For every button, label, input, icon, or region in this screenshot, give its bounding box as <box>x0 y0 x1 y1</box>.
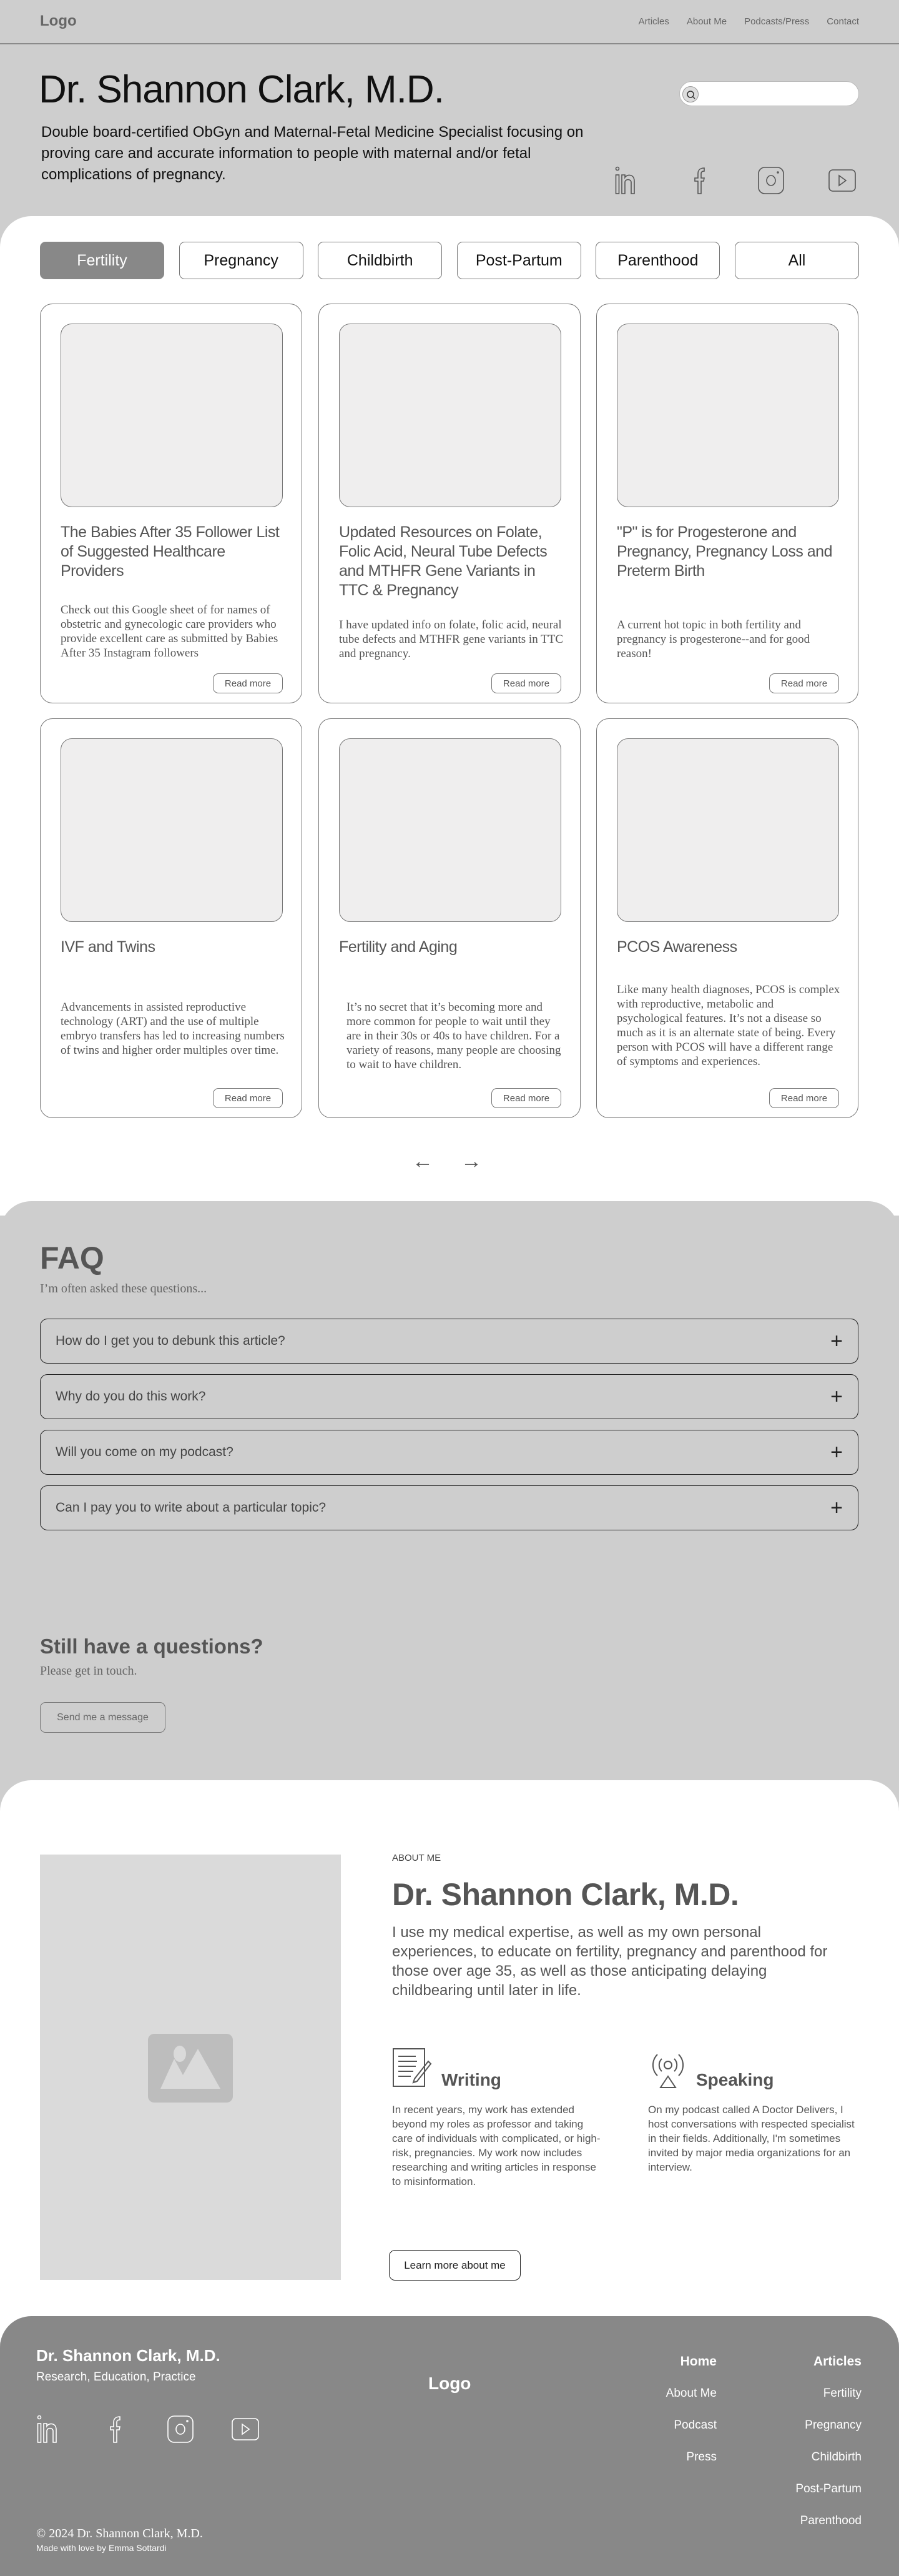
category-filters <box>40 242 859 279</box>
search-box[interactable] <box>679 81 859 106</box>
hero-subtitle: Double board-certified ObGyn and Maternal-Fetal Medicine Specialist focusing on proving care and accurate information to people with maternal and/or fetal complications of pregnancy. <box>41 124 584 183</box>
footer-link-articles[interactable]: Articles <box>813 2354 862 2369</box>
footer-link-parenthood[interactable]: Parenthood <box>800 2514 862 2527</box>
hero-title: Dr. Shannon Clark, M.D. <box>39 68 444 111</box>
instagram-icon[interactable] <box>757 166 785 195</box>
footer-link-home[interactable]: Home <box>680 2354 717 2369</box>
article-excerpt: It’s no secret that it’s becoming more and more common for people to wait until they are in their 30s or 40s to have children. For a variety of reasons, many people are choosing to wait to have children. <box>346 1001 561 1071</box>
footer-link-fertility[interactable]: Fertility <box>823 2387 862 2400</box>
article-card <box>596 718 858 1118</box>
youtube-icon[interactable] <box>231 2415 260 2444</box>
search-input[interactable] <box>702 86 852 103</box>
article-image[interactable] <box>339 324 561 507</box>
about-label: ABOUT ME <box>392 1853 441 1863</box>
faq-question: Why do you do this work? <box>56 1389 206 1404</box>
article-excerpt: I have updated info on folate, folic acid, neural tube defects and MTHFR gene variants in TTC and pregnancy. <box>339 618 563 660</box>
read-more-button[interactable]: Read more <box>213 673 283 693</box>
article-card <box>40 718 302 1118</box>
footer-copyright: © 2024 Dr. Shannon Clark, M.D. <box>36 2527 203 2540</box>
article-excerpt: A current hot topic in both fertility and pregnancy is progesterone--and for good reason! <box>617 618 810 660</box>
footer-tagline: Research, Education, Practice <box>36 2370 196 2384</box>
nav-contact[interactable]: Contact <box>827 16 859 27</box>
arrow-left-icon[interactable]: ← <box>412 1149 433 1173</box>
linkedin-icon[interactable] <box>36 2415 65 2444</box>
logo[interactable]: Logo <box>40 12 77 29</box>
footer-link-post-partum[interactable]: Post-Partum <box>795 2482 862 2495</box>
plus-icon[interactable]: + <box>830 1329 843 1353</box>
instagram-icon[interactable] <box>166 2415 195 2444</box>
plus-icon[interactable]: + <box>830 1384 843 1409</box>
about-image-placeholder <box>40 1855 341 2280</box>
article-excerpt: Advancements in assisted reproductive technology (ART) and the use of multiple embryo transfers has led to increasing numbers of twins and higher order multiples over time. <box>61 1001 285 1057</box>
read-more-button[interactable]: Read more <box>491 673 561 693</box>
article-card <box>596 304 858 703</box>
send-message-button[interactable]: Send me a message <box>40 1702 165 1733</box>
filter-parenthood[interactable]: Parenthood <box>596 242 720 279</box>
article-image[interactable] <box>61 738 283 922</box>
broadcast-icon <box>648 2051 688 2094</box>
nav-podcasts-press[interactable]: Podcasts/Press <box>744 16 810 27</box>
footer-nav-main <box>666 2355 717 2464</box>
linkedin-icon[interactable] <box>614 166 643 195</box>
writing-icon <box>392 2048 432 2091</box>
arrow-right-icon[interactable]: → <box>461 1149 482 1173</box>
article-title[interactable]: Updated Resources on Folate, Folic Acid, Neural Tube Defects and MTHFR Gene Variants in TTC & Pregnancy <box>339 523 548 599</box>
article-image[interactable] <box>617 738 839 922</box>
faq-question: Can I pay you to write about a particular topic? <box>56 1500 327 1515</box>
pagination <box>412 1149 482 1174</box>
footer-link-podcast[interactable]: Podcast <box>674 2419 717 2432</box>
article-title[interactable]: The Babies After 35 Follower List of Suggested Healthcare Providers <box>61 523 280 580</box>
learn-more-button[interactable]: Learn more about me <box>389 2250 521 2281</box>
article-image[interactable] <box>61 324 283 507</box>
main-nav <box>639 16 859 27</box>
faq-item[interactable] <box>40 1485 858 1530</box>
nav-about-me[interactable]: About Me <box>686 16 727 27</box>
faq-question: Will you come on my podcast? <box>56 1445 233 1459</box>
article-title[interactable]: PCOS Awareness <box>617 938 737 956</box>
footer-credit: Made with love by Emma Sottardi <box>36 2543 167 2553</box>
read-more-button[interactable]: Read more <box>213 1088 283 1108</box>
article-card <box>318 718 581 1118</box>
footer-link-pregnancy[interactable]: Pregnancy <box>805 2419 862 2432</box>
read-more-button[interactable]: Read more <box>769 1088 839 1108</box>
filter-childbirth[interactable]: Childbirth <box>318 242 442 279</box>
article-image[interactable] <box>339 738 561 922</box>
speaking-text: On my podcast called A Doctor Delivers, I host conversations with respected specialist in their fields. Additionally, I'm sometimes invited by major media organizations for an interview. <box>648 2104 855 2173</box>
footer-link-childbirth[interactable]: Childbirth <box>811 2450 862 2464</box>
faq-title: FAQ <box>40 1241 104 1276</box>
article-title[interactable]: Fertility and Aging <box>339 938 458 956</box>
article-title[interactable]: "P" is for Progesterone and Pregnancy, Pregnancy Loss and Preterm Birth <box>617 523 832 580</box>
faq-item[interactable] <box>40 1430 858 1475</box>
search-icon[interactable] <box>682 86 699 102</box>
facebook-icon[interactable] <box>101 2415 130 2444</box>
article-title[interactable]: IVF and Twins <box>61 938 155 956</box>
about-title: Dr. Shannon Clark, M.D. <box>392 1877 739 1912</box>
filter-post-partum[interactable]: Post-Partum <box>457 242 581 279</box>
speaking-label: Speaking <box>696 2070 774 2089</box>
article-card <box>40 304 302 703</box>
article-excerpt: Like many health diagnoses, PCOS is complex with reproductive, metabolic and psychological features. It’s not a disease so much as it is an alternate state of being. Every person with PCOS will have a different range of symptoms and experiences. <box>617 983 840 1068</box>
filter-pregnancy[interactable]: Pregnancy <box>179 242 303 279</box>
footer-link-press[interactable]: Press <box>686 2450 717 2464</box>
contact-subtitle: Please get in touch. <box>40 1664 137 1678</box>
about-text: I use my medical expertise, as well as my own personal experiences, to educate on fertility, pregnancy and parenthood for those over age 35, as well as those anticipating delaying childbearing until later in life. <box>392 1924 828 1999</box>
filter-fertility[interactable]: Fertility <box>40 242 164 279</box>
read-more-button[interactable]: Read more <box>769 673 839 693</box>
contact-heading: Still have a questions? <box>40 1635 263 1658</box>
image-icon <box>148 2034 233 2103</box>
article-card <box>318 304 581 703</box>
footer-name: Dr. Shannon Clark, M.D. <box>36 2346 220 2365</box>
facebook-icon[interactable] <box>685 166 714 195</box>
article-excerpt: Check out this Google sheet of for names of obstetric and gynecologic care providers who provide excellent care as submitted by Babies After 35 Instagram followers <box>61 603 278 660</box>
footer-social-links <box>36 2415 260 2444</box>
youtube-icon[interactable] <box>828 166 857 195</box>
hero-social-links <box>614 166 857 195</box>
plus-icon[interactable]: + <box>830 1495 843 1520</box>
writing-text: In recent years, my work has extended beyond my roles as professor and taking care of individuals with complicated, or high-risk, pregnancies. My work now includes researching and writing articles in response to misinformation. <box>392 2104 601 2187</box>
faq-item[interactable] <box>40 1319 858 1364</box>
article-image[interactable] <box>617 324 839 507</box>
filter-all[interactable]: All <box>735 242 859 279</box>
footer-nav-articles <box>795 2355 862 2528</box>
faq-item[interactable] <box>40 1374 858 1419</box>
faq-subtitle: I’m often asked these questions... <box>40 1282 207 1295</box>
writing-label: Writing <box>441 2070 501 2089</box>
read-more-button[interactable]: Read more <box>491 1088 561 1108</box>
nav-articles[interactable]: Articles <box>638 16 669 27</box>
faq-question: How do I get you to debunk this article? <box>56 1334 285 1348</box>
plus-icon[interactable]: + <box>830 1440 843 1464</box>
footer-logo[interactable]: Logo <box>428 2374 471 2393</box>
footer-link-about-me[interactable]: About Me <box>666 2387 717 2400</box>
